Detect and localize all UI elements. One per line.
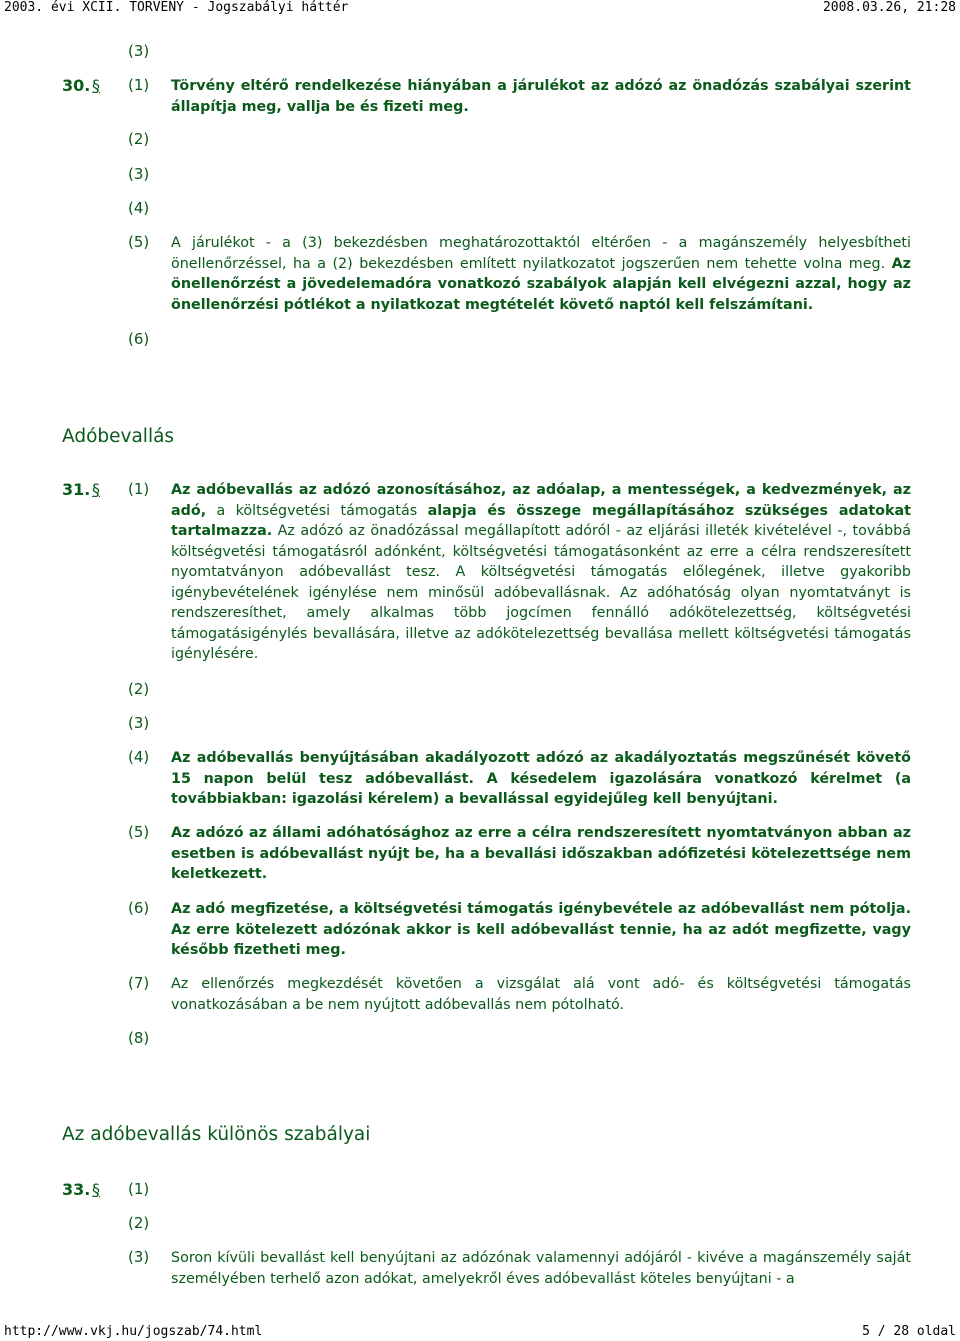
section-number: 31.	[62, 480, 91, 499]
paragraph-text	[171, 233, 911, 315]
paragraph-number: (3)	[128, 42, 150, 60]
paragraph-text: Az ellenőrzés megkezdését követően a vizsgálat alá vont adó- és költségvetési támogatás vonatkozásában a be nem nyújtott adóbevallás nem pótolható.	[171, 976, 911, 1013]
section-sign-link[interactable]: §	[92, 76, 100, 95]
paragraph-number: (1)	[128, 76, 150, 94]
section-heading: Az adóbevallás különös szabályai	[62, 1124, 371, 1145]
document-title: 2003. évi XCII. TÖRVÉNY - Jogszabályi háttér	[4, 0, 349, 15]
section-number: 33.	[62, 1180, 91, 1199]
paragraph-number: (7)	[128, 974, 150, 992]
paragraph-number: (3)	[128, 1248, 150, 1266]
paragraph-number: (5)	[128, 823, 150, 841]
section-sign-link[interactable]: §	[92, 1180, 100, 1199]
paragraph-text: Az adóbevallás benyújtásában akadályozott adózó az akadályoztatás megszűnését követő 15 napon belül tesz adóbevallást. A késedelem igazolására vonatkozó kérelmet (a továbbiakban: igazolási kérelem) a bevallással egyidejűleg kell benyújtani.	[171, 750, 911, 807]
paragraph-text: Az adózó az állami adóhatósághoz az erre a célra rendszeresített nyomtatványon abban az esetben is adóbevallást nyújt be, ha a bevallási időszakban adófizetési kötelezettsége nem keletkezett.	[171, 825, 911, 882]
paragraph-text-plain: A járulékot - a (3) bekezdésben meghatározottaktól eltérően - a magánszemély helyesbítheti önellenőrzéssel, ha a (2) bekezdésben említett nyilatkozatot jogszerűen nem tehette volna meg.	[171, 235, 911, 272]
paragraph-number: (2)	[128, 680, 150, 698]
paragraph-number: (6)	[128, 330, 150, 348]
paragraph-number: (4)	[128, 199, 150, 217]
paragraph-text-bold: Az önellenőrzést a jövedelemadóra vonatkozó szabályok alapján kell elvégezni azzal, hogy az önellenőrzési pótlékot a nyilatkozat megtételét követő naptól kell felszámítani.	[171, 255, 911, 313]
paragraph-number: (2)	[128, 1214, 150, 1232]
paragraph-text: Törvény eltérő rendelkezése hiányában a járulékot az adózó az önadózás szabályai szerint állapítja meg, vallja be és fizeti meg.	[171, 78, 911, 115]
page-url: http://www.vkj.hu/jogszab/74.html	[4, 1324, 263, 1339]
paragraph-number: (1)	[128, 480, 150, 498]
paragraph-text	[171, 480, 911, 665]
page-counter: 5 / 28 oldal	[862, 1324, 956, 1339]
paragraph-number: (3)	[128, 714, 150, 732]
paragraph-text-bold: Az adóbevallás az adózó azonosításához, az adóalap, a mentességek, a kedvezmények, az adó,	[171, 482, 911, 519]
print-header	[0, 0, 960, 16]
paragraph-number: (8)	[128, 1029, 150, 1047]
paragraph-number: (1)	[128, 1180, 150, 1198]
paragraph-text: Soron kívüli bevallást kell benyújtani az adózónak valamennyi adójáról - kivéve a magánszemély saját személyében terhelő azon adókat, amelyekről éves adóbevallást köteles benyújtani - a	[171, 1250, 911, 1287]
paragraph-number: (6)	[128, 899, 150, 917]
paragraph-text-bold: alapja és összege megállapításához szükséges adatokat tartalmazza.	[171, 502, 911, 539]
section-number: 30.	[62, 76, 91, 95]
print-datetime: 2008.03.26, 21:28	[822, 0, 956, 15]
paragraph-text-plain: a költségvetési támogatás	[206, 502, 428, 519]
section-heading: Adóbevallás	[62, 426, 175, 447]
paragraph-number: (5)	[128, 233, 150, 251]
print-footer	[0, 1324, 960, 1340]
paragraph-number: (2)	[128, 130, 150, 148]
paragraph-text-plain: Az adózó az önadózással megállapított adóról - az eljárási illeték kivételével -, továbbá költségvetési támogatásról adónként, költségvetési támogatásonként az erre a célra rendszeresített nyomtatványon adóbevallást tesz. A költségvetési támogatás előlegének, illetve gyakoribb igénybevételének igénylése nem minősül adóbevallásnak. Az adóhatóság olyan nyomtatványt is rendszeresíthet, amely alkalmas több jogcímen fennálló adókötelezettség, költségvetési támogatásigénylés bevallására, illetve az adókötelezettség bevallása mellett költségvetési támogatás igénylésére.	[171, 523, 911, 662]
section-sign-link[interactable]: §	[92, 480, 100, 499]
paragraph-number: (4)	[128, 748, 150, 766]
paragraph-text: Az adó megfizetése, a költségvetési támogatás igénybevétele az adóbevallást nem pótolja. Az erre kötelezett adózónak akkor is kell adóbevallást tennie, ha az adót megfizette, vagy később fizetheti meg.	[171, 901, 911, 958]
paragraph-number: (3)	[128, 165, 150, 183]
